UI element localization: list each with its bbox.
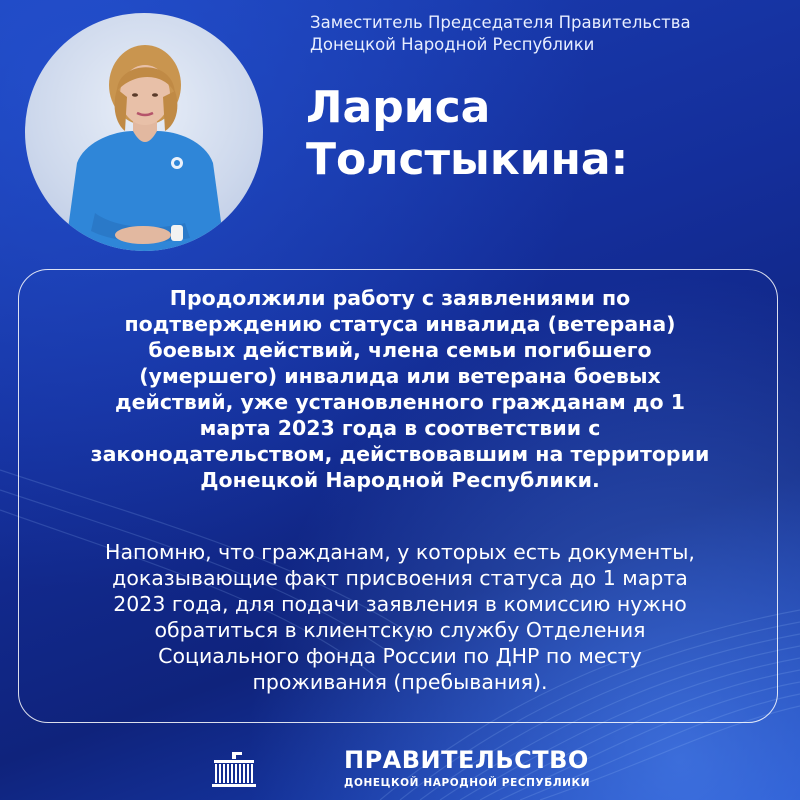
quote-line: обратиться в клиентскую службу Отделения: [154, 618, 646, 642]
quote-line: доказывающие факт присвоения статуса до 1 марта: [112, 566, 688, 590]
quote-line: (умершего) инвалида или ветерана боевых: [139, 364, 661, 388]
name-line: Лариса: [306, 82, 491, 133]
quote-line: боевых действий, члена семьи погибшего: [148, 338, 652, 362]
name-line: Толстыкина:: [306, 134, 629, 185]
portrait-illustration: [25, 13, 263, 251]
quote-line: проживания (пребывания).: [252, 670, 548, 694]
footer-title: ПРАВИТЕЛЬСТВО: [344, 746, 589, 774]
quote-line: 2023 года, для подачи заявления в комиссию нужно: [113, 592, 687, 616]
quote-line: Напомню, что гражданам, у которых есть документы,: [105, 540, 695, 564]
quote-paragraph-bold: [30, 285, 770, 493]
quote-line: Социального фонда России по ДНР по месту: [158, 644, 642, 668]
person-name: [306, 82, 786, 186]
portrait-photo: [25, 13, 263, 251]
government-building-icon: [212, 750, 256, 788]
footer-subtitle: ДОНЕЦКОЙ НАРОДНОЙ РЕСПУБЛИКИ: [344, 777, 591, 789]
quote-line: действий, уже установленного гражданам до 1: [115, 390, 685, 414]
quote-line: подтверждению статуса инвалида (ветерана): [124, 312, 676, 336]
quote-line: Продолжили работу с заявлениями по: [169, 286, 631, 310]
position-line: Заместитель Председателя Правительства: [310, 13, 691, 32]
quote-paragraph-regular: [30, 539, 770, 695]
quote-line: законодательством, действовавшим на территории: [90, 442, 710, 466]
quote-line: марта 2023 года в соответствии с: [199, 416, 601, 440]
position-title: [310, 12, 780, 56]
quote-line: Донецкой Народной Республики.: [200, 468, 600, 492]
position-line: Донецкой Народной Республики: [310, 35, 595, 54]
